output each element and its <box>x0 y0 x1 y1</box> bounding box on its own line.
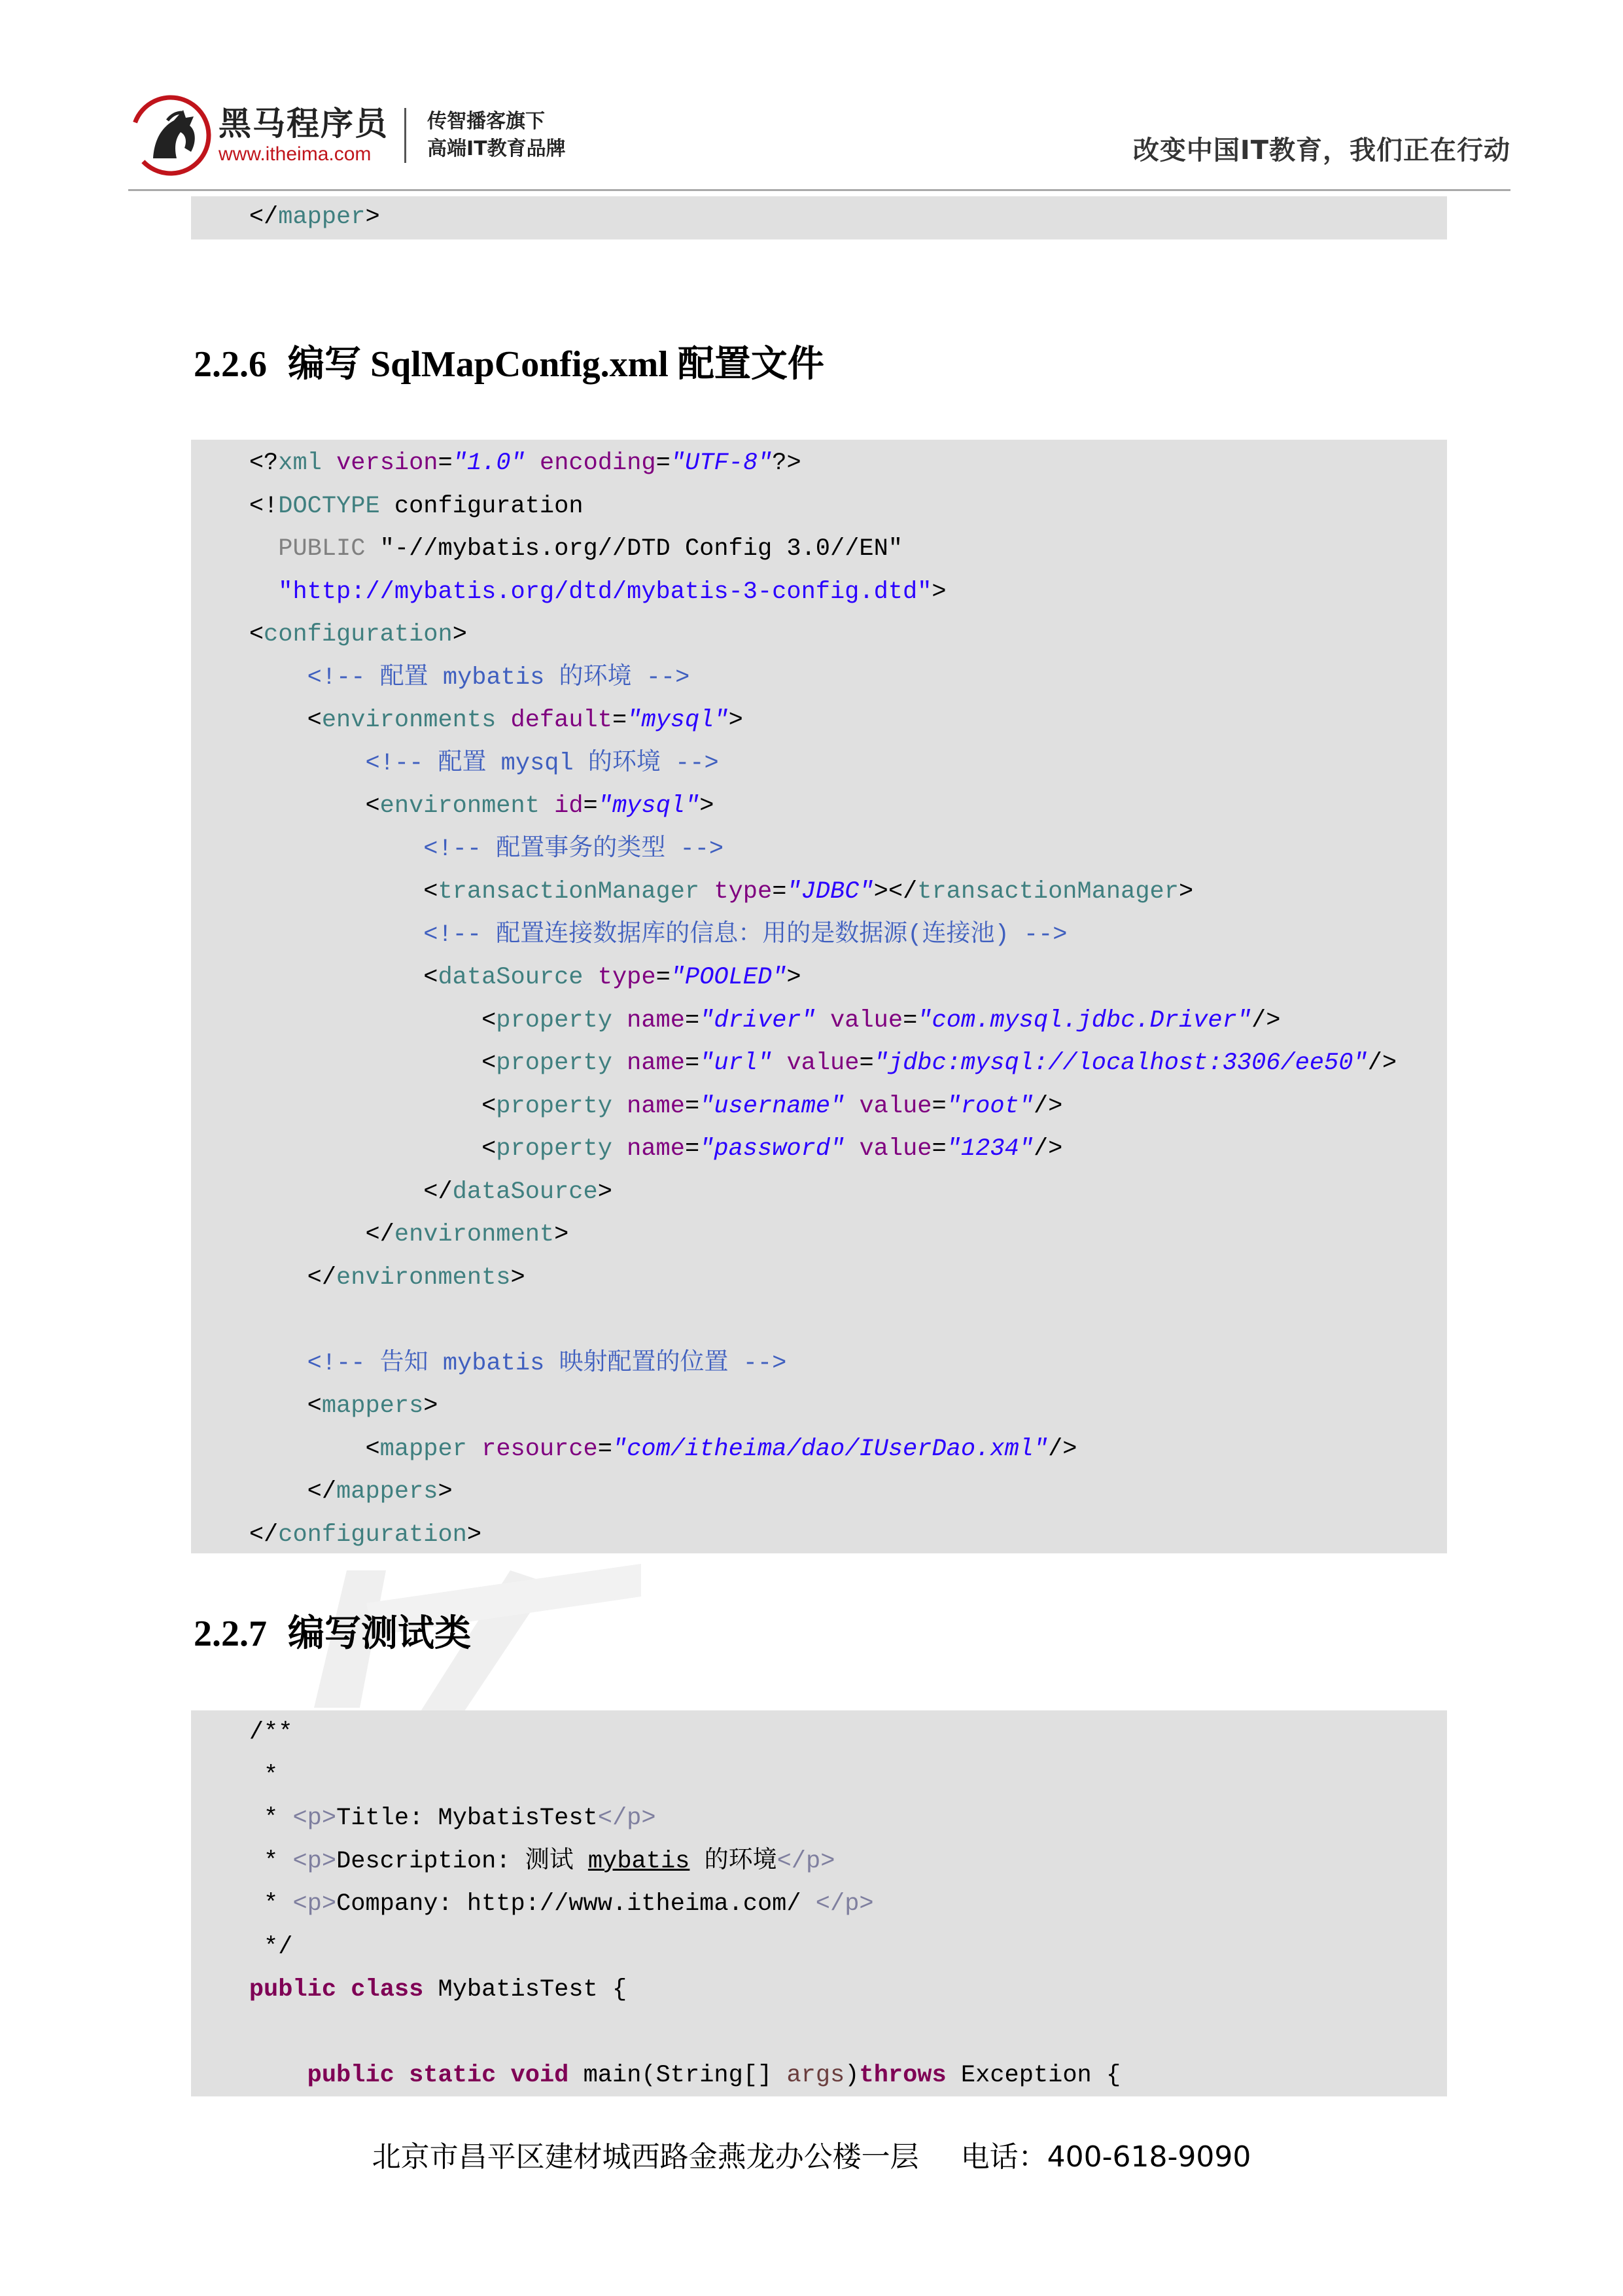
code-line <box>191 1755 1447 1798</box>
code-token: "username" <box>699 1092 845 1120</box>
code-token: default <box>510 707 612 734</box>
code-token: type <box>714 878 773 906</box>
code-token: = <box>438 450 453 477</box>
code-token: "http://mybatis.org/dtd/mybatis-3-config.dtd" <box>278 578 932 606</box>
code-token: property <box>496 1050 612 1077</box>
code-token: property <box>496 1006 612 1034</box>
code-token: < <box>191 707 322 734</box>
code-token: = <box>772 878 787 906</box>
code-token: value <box>859 1092 932 1120</box>
code-content <box>191 196 1447 239</box>
code-token: Title: MybatisTest <box>336 1805 598 1832</box>
code-token: < <box>191 621 264 648</box>
section-number: 2.2.6 <box>194 344 267 385</box>
code-token: = <box>655 450 671 477</box>
code-token: mybatis <box>587 1847 690 1875</box>
code-token <box>612 1135 627 1163</box>
code-token: <p> <box>292 1890 337 1918</box>
code-token: > <box>554 1221 569 1248</box>
code-token: < <box>191 878 438 906</box>
header-divider <box>128 189 1510 191</box>
code-token: version <box>336 450 438 477</box>
code-token: = <box>684 1135 700 1163</box>
brand-logo <box>128 93 566 178</box>
logo-divider <box>404 108 406 163</box>
code-token: </ <box>191 1521 279 1549</box>
section-title: 编写测试类 <box>288 1614 471 1654</box>
code-token <box>496 707 510 734</box>
code-token: name <box>627 1006 685 1034</box>
code-token: configuration <box>379 492 584 520</box>
section-heading-227 <box>194 1604 471 1657</box>
code-token: < <box>191 792 380 820</box>
code-token: = <box>597 1435 612 1463</box>
code-token: /> <box>1367 1050 1397 1077</box>
code-token: class <box>351 1976 424 2004</box>
code-token: "com.mysql.jdbc.Driver" <box>917 1006 1251 1034</box>
code-token <box>525 450 540 477</box>
code-token: = <box>684 1050 700 1077</box>
code-token <box>612 1093 627 1120</box>
code-token: value <box>859 1135 932 1163</box>
code-token <box>772 1050 786 1077</box>
code-token: /** <box>191 1719 293 1746</box>
code-line <box>191 785 1447 828</box>
slogan-line-2: 高端IT教育品牌 <box>427 137 566 160</box>
code-token: encoding <box>539 450 656 477</box>
code-token: /> <box>1251 1006 1281 1034</box>
code-token <box>191 1350 307 1377</box>
watermark-icon <box>288 1407 654 1721</box>
code-token: = <box>932 1092 947 1120</box>
code-token: environment <box>379 792 540 820</box>
code-token: type <box>597 964 656 991</box>
code-token: mappers <box>336 1478 438 1506</box>
code-token: <!-- 配置事务的类型 --> <box>423 835 724 863</box>
code-token: id <box>554 792 584 820</box>
code-token: throws <box>859 2062 947 2089</box>
code-token: static <box>409 2062 497 2089</box>
code-token <box>540 792 554 820</box>
code-token <box>699 878 714 906</box>
code-token <box>612 1007 627 1034</box>
code-line <box>191 699 1447 743</box>
code-line <box>191 1171 1447 1214</box>
code-token: public <box>307 2062 394 2089</box>
code-token: Description: 测试 <box>336 1847 588 1875</box>
code-token: > <box>510 1263 525 1292</box>
code-token: "root" <box>946 1092 1034 1120</box>
code-token: ?> <box>772 450 801 477</box>
code-token <box>322 450 336 477</box>
code-token: "UTF-8" <box>670 450 773 477</box>
code-token: transactionManager <box>917 878 1179 906</box>
logo-url: www.itheima.com <box>218 143 372 165</box>
code-token: args <box>786 2062 845 2089</box>
code-token: > <box>1178 878 1194 906</box>
code-line <box>191 1042 1447 1086</box>
code-line <box>191 2055 1447 2098</box>
code-line <box>191 1712 1447 1755</box>
code-line <box>191 1086 1447 1129</box>
footer-address: 北京市昌平区建材城西路金燕龙办公楼一层 <box>372 2140 919 2174</box>
code-token: void <box>510 2062 569 2089</box>
code-token: "jdbc:mysql://localhost:3306/ee50" <box>873 1050 1368 1077</box>
code-token <box>191 836 423 863</box>
code-token: < <box>191 1135 497 1163</box>
code-line <box>191 528 1447 571</box>
code-token: > <box>786 964 801 991</box>
code-token: "password" <box>699 1135 845 1163</box>
code-token: property <box>496 1135 612 1163</box>
code-token: = <box>932 1135 947 1163</box>
code-token: > <box>452 621 467 648</box>
code-token: configuration <box>264 621 453 648</box>
code-block-sqlmapconfig <box>191 440 1447 1553</box>
code-line <box>191 1841 1447 1884</box>
code-token: > <box>932 578 947 606</box>
code-token: * <box>191 1847 293 1875</box>
code-line <box>191 1299 1447 1343</box>
code-token: </p> <box>597 1805 656 1832</box>
code-line <box>191 1797 1447 1841</box>
code-token: name <box>627 1135 685 1163</box>
code-token: <!-- 配置连接数据库的信息：用的是数据源(连接池) --> <box>423 921 1068 949</box>
code-token: xml <box>278 450 322 477</box>
code-line <box>191 1969 1447 2012</box>
code-line <box>191 486 1447 529</box>
code-line <box>191 1000 1447 1043</box>
code-token: mapper <box>278 203 366 231</box>
code-token: < <box>191 1435 380 1463</box>
code-token: = <box>583 792 598 820</box>
code-token: /> <box>1048 1435 1077 1463</box>
code-line <box>191 957 1447 1000</box>
code-token: transactionManager <box>438 878 700 906</box>
code-token: "JDBC" <box>786 878 874 906</box>
code-token <box>496 2062 510 2089</box>
code-token: main(String[] <box>568 2062 787 2089</box>
code-token: name <box>627 1092 685 1120</box>
code-token: < <box>191 964 438 991</box>
code-token: = <box>903 1006 918 1034</box>
code-token: > <box>466 1521 482 1549</box>
code-token: </p> <box>815 1890 874 1918</box>
code-token: <!-- 配置 mybatis 的环境 --> <box>307 663 690 692</box>
code-token: environments <box>321 707 497 734</box>
code-line <box>191 1343 1447 1386</box>
footer-phone: 电话：400-618-9090 <box>960 2140 1251 2174</box>
header-tagline: 改变中国IT教育，我们正在行动 <box>1132 135 1510 166</box>
code-line <box>191 914 1447 957</box>
page-footer <box>0 2133 1623 2175</box>
code-token: dataSource <box>452 1178 598 1206</box>
code-token: "mysql" <box>597 792 700 820</box>
horse-logo-icon <box>128 93 213 178</box>
code-token: "com/itheima/dao/IUserDao.xml" <box>612 1435 1049 1463</box>
code-token <box>191 921 423 949</box>
code-line <box>191 1214 1447 1257</box>
code-line <box>191 1926 1447 1969</box>
code-line <box>191 196 1447 239</box>
code-token: = <box>612 707 627 734</box>
section-heading-226 <box>194 335 824 387</box>
code-token: "mysql" <box>627 707 729 734</box>
code-token: > <box>423 1392 438 1420</box>
code-token <box>612 1050 627 1077</box>
code-token: value <box>786 1050 860 1077</box>
code-token: <p> <box>292 1805 337 1832</box>
code-token: */ <box>191 1933 293 1961</box>
code-token: "POOLED" <box>670 964 787 991</box>
code-token: Company: http://www.itheima.com/ <box>336 1890 816 1918</box>
code-token: = <box>655 964 671 991</box>
code-token: < <box>191 1050 497 1077</box>
code-token: "driver" <box>699 1006 816 1034</box>
code-token: 的环境 <box>689 1847 777 1875</box>
section-title: 编写 SqlMapConfig.xml 配置文件 <box>288 344 824 385</box>
code-token <box>191 1976 249 2004</box>
code-token <box>191 2062 307 2089</box>
section-number: 2.2.7 <box>194 1614 267 1654</box>
code-line <box>191 657 1447 700</box>
code-line <box>191 442 1447 486</box>
code-token: environments <box>336 1263 511 1292</box>
code-token <box>336 1976 351 2004</box>
code-token: > <box>728 707 743 734</box>
code-line <box>191 1257 1447 1300</box>
code-token: Exception { <box>946 2062 1121 2089</box>
code-line <box>191 871 1447 914</box>
code-token: = <box>684 1006 700 1034</box>
code-token <box>845 1093 859 1120</box>
code-token <box>584 964 598 991</box>
logo-name: 黑马程序员 <box>218 105 389 143</box>
code-token: < <box>191 1006 497 1034</box>
code-line <box>191 743 1447 786</box>
code-token: > <box>597 1178 612 1206</box>
code-token: mapper <box>379 1435 467 1463</box>
code-token: <!-- 配置 mysql 的环境 --> <box>365 749 719 777</box>
code-token: value <box>830 1006 903 1034</box>
code-token: <!-- 告知 mybatis 映射配置的位置 --> <box>307 1349 787 1377</box>
code-token: </ <box>191 1263 337 1292</box>
code-token: DOCTYPE <box>278 492 380 520</box>
code-token: PUBLIC <box>278 535 366 563</box>
code-line <box>191 1128 1447 1171</box>
code-token <box>191 750 365 777</box>
code-token <box>191 578 278 606</box>
code-token: <! <box>191 492 279 520</box>
code-token <box>845 1135 859 1163</box>
code-token: public <box>249 1976 337 2004</box>
code-token: < <box>191 1092 497 1120</box>
code-token: * <box>191 1805 293 1832</box>
code-token: dataSource <box>438 964 584 991</box>
code-token: "-//mybatis.org//DTD Config 3.0//EN" <box>365 535 903 563</box>
code-line <box>191 1883 1447 1926</box>
code-token: <? <box>191 450 279 477</box>
code-token: "1.0" <box>452 450 525 477</box>
slogan-line-1: 传智播客旗下 <box>427 110 545 133</box>
code-token: </p> <box>777 1847 835 1875</box>
code-line <box>191 2012 1447 2055</box>
code-token: /> <box>1033 1135 1063 1163</box>
code-token <box>191 664 307 692</box>
code-token: mappers <box>321 1392 424 1420</box>
code-token: <p> <box>292 1847 337 1875</box>
code-token: name <box>627 1050 685 1077</box>
code-token: < <box>191 1392 322 1420</box>
code-token: property <box>496 1092 612 1120</box>
code-block-mybatistest <box>191 1710 1447 2096</box>
code-token: environment <box>394 1221 555 1248</box>
code-token: </ <box>191 1178 453 1206</box>
code-token: = <box>684 1092 700 1120</box>
code-line <box>191 614 1447 657</box>
code-token <box>394 2062 409 2089</box>
code-token: resource <box>481 1435 598 1463</box>
code-token: ></ <box>873 878 918 906</box>
code-token: * <box>191 1761 279 1790</box>
code-token: </ <box>191 1478 337 1506</box>
code-token: ) <box>845 2062 860 2089</box>
code-token: > <box>438 1478 453 1506</box>
code-token <box>816 1007 830 1034</box>
code-token: "1234" <box>946 1135 1034 1163</box>
code-line <box>191 571 1447 614</box>
code-token: /> <box>1033 1092 1063 1120</box>
code-block-mapper-end <box>191 196 1447 239</box>
code-token: > <box>365 203 380 231</box>
code-token: * <box>191 1890 293 1918</box>
code-token: </ <box>191 1221 394 1248</box>
code-token: configuration <box>278 1521 467 1549</box>
code-token: > <box>699 792 714 820</box>
code-content <box>191 1710 1447 2098</box>
code-content <box>191 440 1447 1557</box>
code-token: "url" <box>699 1050 773 1077</box>
code-line <box>191 828 1447 872</box>
code-token: MybatisTest { <box>423 1976 627 2004</box>
code-token: </ <box>191 203 279 231</box>
code-token <box>191 535 278 563</box>
code-token: = <box>859 1050 874 1077</box>
